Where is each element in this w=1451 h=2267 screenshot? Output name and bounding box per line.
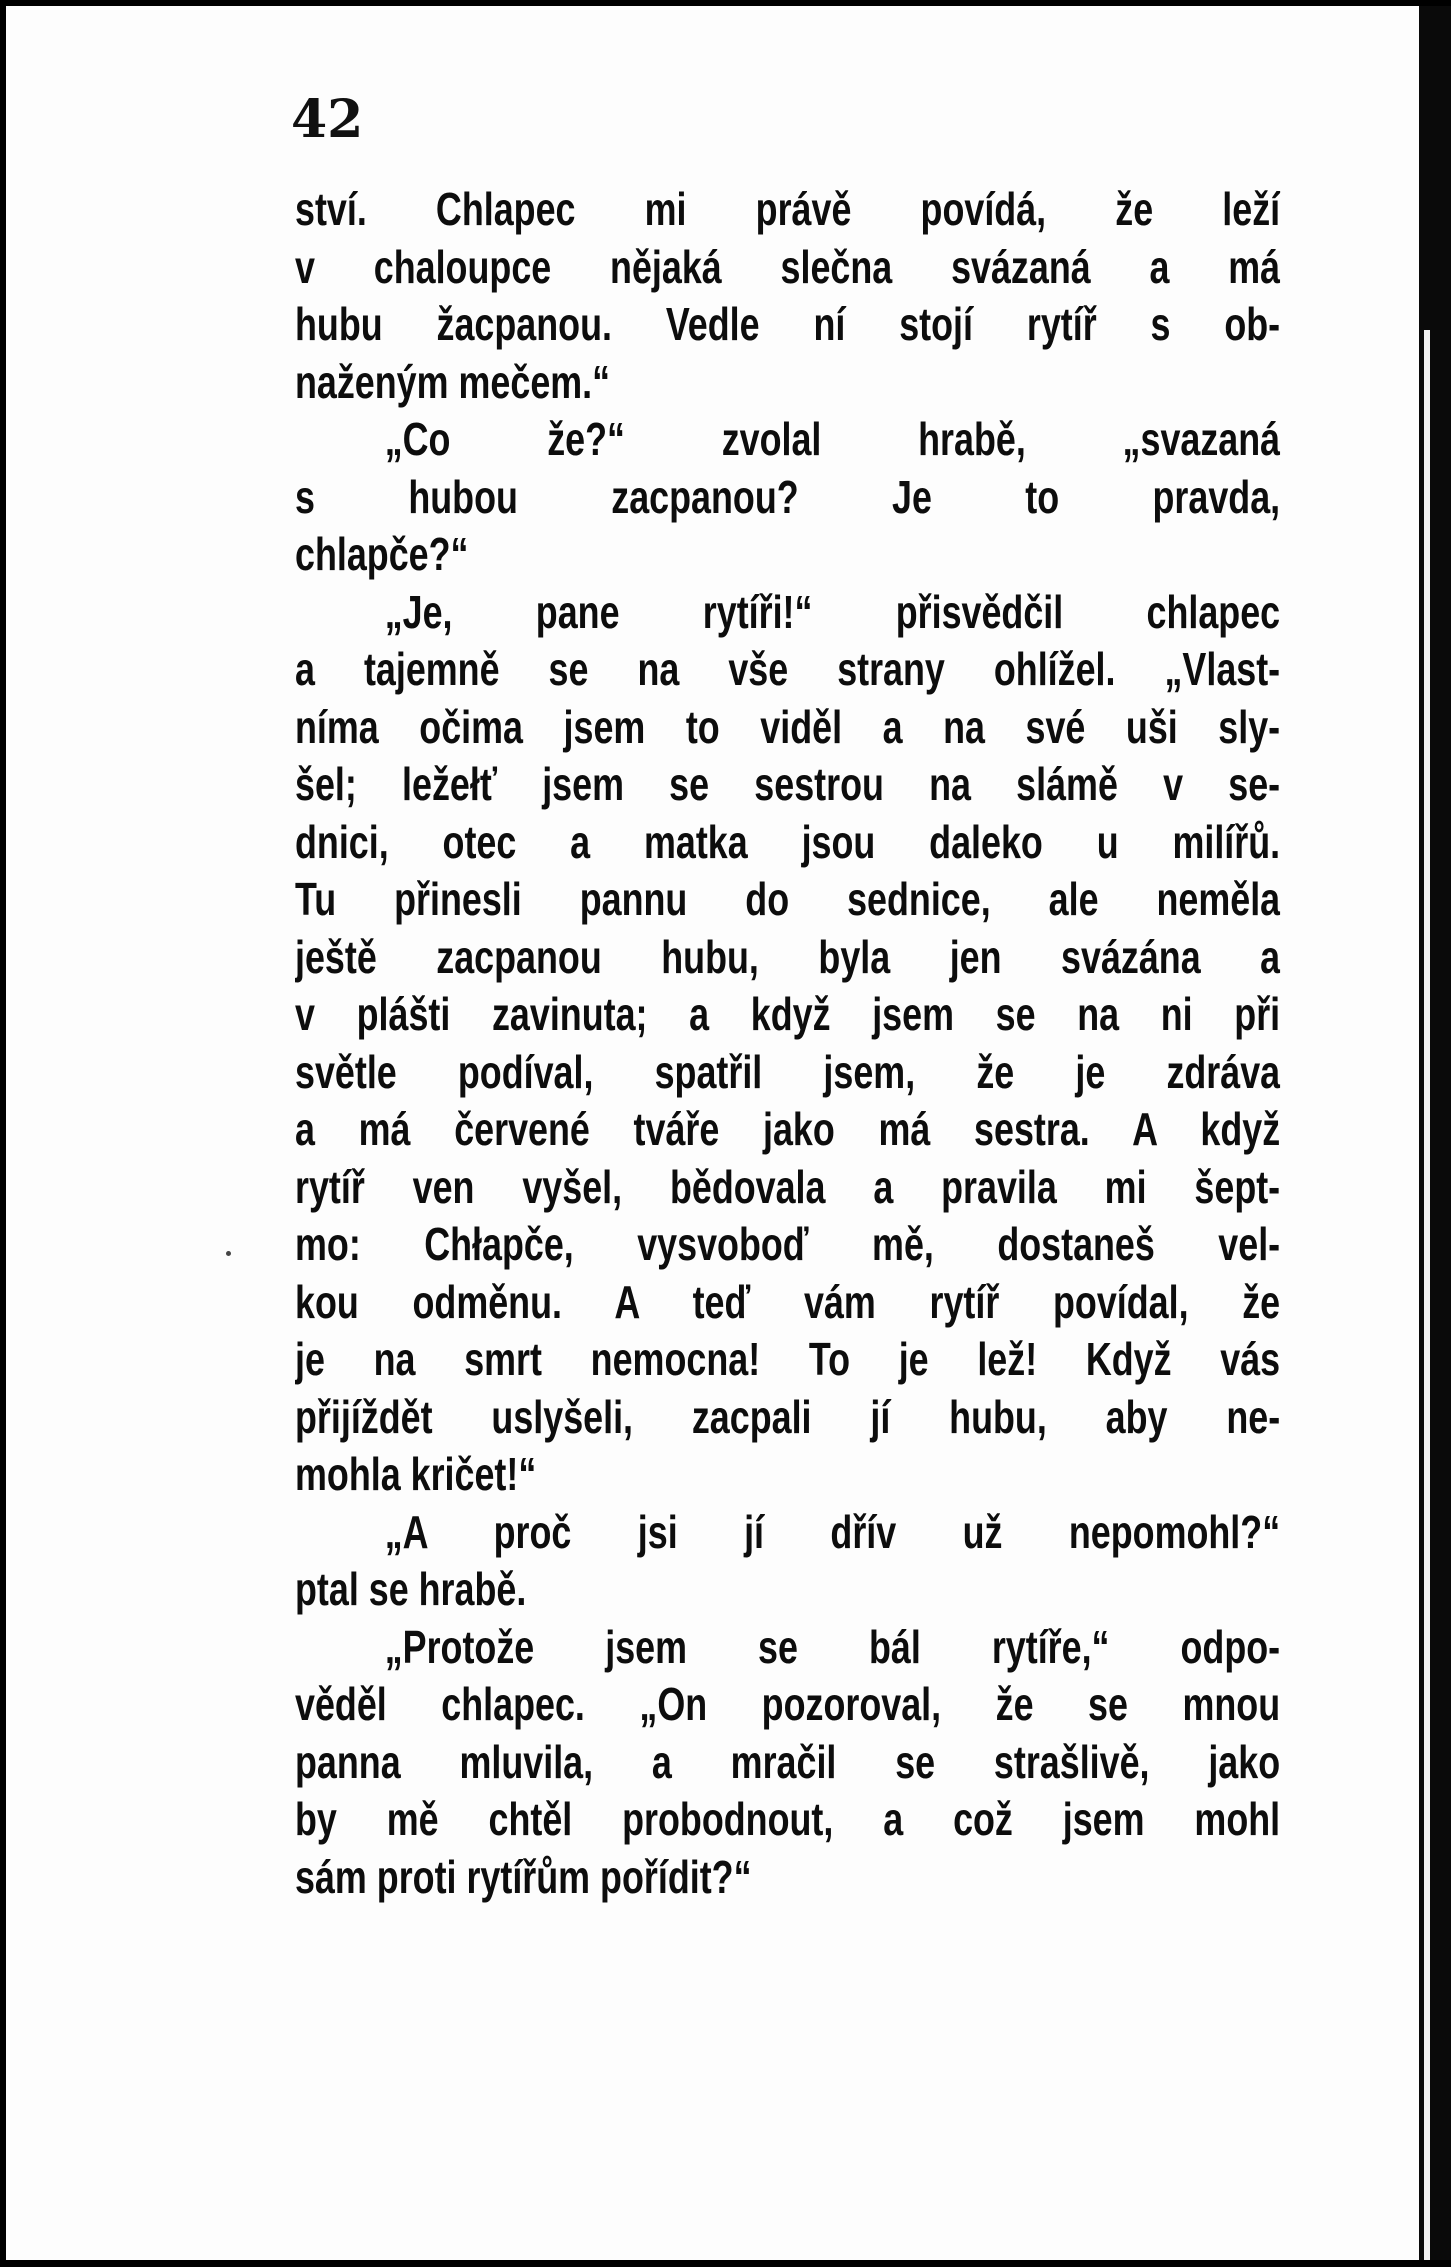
scan-edge-line [1424, 330, 1430, 2260]
text-line: chlapče?“ [295, 528, 469, 580]
text-line: „Je, pane rytíři!“ přisvědčil chlapec [384, 585, 1281, 638]
text-line: sám proti rytířům pořídit?“ [295, 1850, 752, 1903]
text-line: přijíždět uslyšeli, zacpali jí hubu, aby ne- [295, 1390, 1281, 1443]
text-line: mohla kričet!“ [295, 1448, 537, 1500]
text-line: Tu přinesli pannu do sednice, ale neměla [295, 873, 1281, 925]
text-line: s hubou zacpanou? Je to pravda, [295, 470, 1281, 523]
text-line: v chaloupce nějaká slečna svázaná a má [295, 240, 1281, 293]
text-line: ství. Chlapec mi právě povídá, že leží [295, 183, 1281, 235]
text-line: a má červené tváře jako má sestra. A když [295, 1103, 1281, 1155]
body-text [295, 181, 1280, 1906]
text-line: věděl chlapec. „On pozoroval, že se mnou [295, 1678, 1281, 1730]
text-line: ptal se hrabě. [295, 1563, 527, 1615]
text-line: je na smrt nemocna! To je lež! Když vás [295, 1333, 1281, 1385]
text-line: naženým mečem.“ [295, 355, 611, 408]
text-line: mo: Chłapče, vysvoboď mě, dostaneš vel- [295, 1218, 1281, 1270]
text-line: hubu žacpanou. Vedle ní stojí rytíř s ob- [295, 298, 1281, 350]
text-line: rytíř ven vyšel, bědovala a pravila mi šept- [295, 1160, 1281, 1213]
page-number: 42 [291, 89, 364, 150]
text-line: níma očima jsem to viděl a na své uši sly- [295, 700, 1281, 753]
text-line: „A proč jsi jí dřív už nepomohl?“ [384, 1505, 1281, 1558]
text-line: „Co že?“ zvolal hrabě, „svazaná [384, 413, 1281, 465]
text-line: ještě zacpanou hubu, byla jen svázána a [295, 930, 1281, 983]
text-line: panna mluvila, a mračil se strašlivě, jako [295, 1735, 1281, 1788]
text-line: kou odměnu. A teď vám rytíř povídal, že [295, 1275, 1281, 1328]
text-line: v plášti zavinuta; a když jsem se na ni při [295, 988, 1281, 1040]
text-line: dnici, otec a matka jsou daleko u milířů. [295, 815, 1281, 868]
text-line: „Protože jsem se bál rytíře,“ odpo- [384, 1620, 1281, 1673]
text-line: a tajemně se na vše strany ohlížel. „Vlast- [295, 643, 1281, 695]
book-page [6, 6, 1419, 2260]
text-line: šel; ležełť jsem se sestrou na slámě v se- [295, 758, 1281, 810]
text-line: by mě chtěl probodnout, a což jsem mohl [295, 1793, 1281, 1845]
paper-speck [226, 1251, 231, 1256]
text-line: světle podíval, spatřil jsem, že je zdráva [295, 1045, 1281, 1098]
